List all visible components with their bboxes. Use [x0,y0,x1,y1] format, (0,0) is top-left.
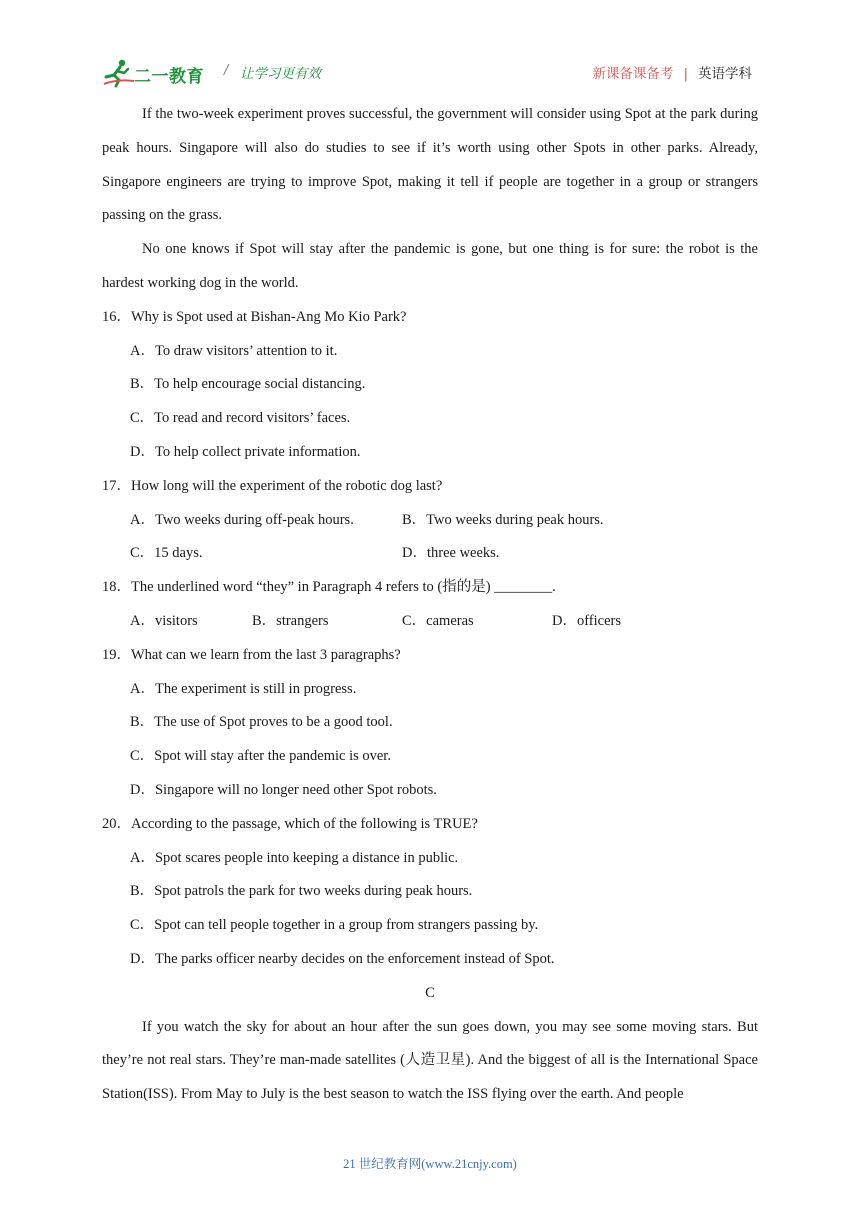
question-18-option-b: B．strangers [252,612,329,629]
question-20-option-d: D．The parks officer nearby decides on the enforcement instead of Spot. [130,950,555,967]
page-footer: 21 世纪教育网(www.21cnjy.com) [343,1157,517,1171]
question-19-option-c: C．Spot will stay after the pandemic is over. [130,748,391,765]
question-20-option-b: B．Spot patrols the park for two weeks during peak hours. [130,883,473,900]
question-19-option-a: A．The experiment is still in progress. [130,680,357,697]
page-header [102,58,758,88]
question-20-option-c: C．Spot can tell people together in a group from strangers passing by. [130,917,539,934]
question-17-options-row-1 [102,504,758,538]
question-18-option-c: C．cameras [402,612,474,629]
question-18-option-d: D．officers [552,612,621,629]
header-subject-label: 英语学科 [698,66,752,82]
slogan: 让学习更有效 [240,66,321,82]
question-19-option-b: B．The use of Spot proves to be a good tool. [130,714,393,731]
question-17-stem: 17．How long will the experiment of the robotic dog last? [102,477,443,494]
question-18-stem: 18．The underlined word “they” in Paragraph 4 refers to (指的是) ________. [102,579,556,596]
question-16-option-c: C．To read and record visitors’ faces. [130,410,351,427]
question-17-option-b: B．Two weeks during peak hours. [402,511,604,528]
question-17-option-c: C．15 days. [130,545,203,562]
question-20-option-a: A．Spot scares people into keeping a distance in public. [130,849,459,866]
question-17-options-row-2 [102,537,758,571]
header-course-label: 新课备课备考 [592,66,674,82]
question-16-stem: 16．Why is Spot used at Bishan-Ang Mo Kio Park? [102,308,407,325]
question-17-option-d: D．three weeks. [402,545,500,562]
question-16-option-b: B．To help encourage social distancing. [130,376,366,393]
slogan-separator: / [224,63,229,78]
header-right [592,62,752,82]
header-separator: | [683,66,688,82]
logo-text: 二一教育 [134,67,204,87]
question-20-stem: 20．According to the passage, which of the following is TRUE? [102,815,478,832]
question-18-options-row [102,605,758,639]
question-19-option-d: D．Singapore will no longer need other Spot robots. [130,781,437,798]
question-18-option-a: A．visitors [130,612,198,629]
section-c-heading: C [425,984,435,1001]
question-17-option-a: A．Two weeks during off-peak hours. [130,511,354,528]
paragraph: No one knows if Spot will stay after the pandemic is gone, but one thing is for sure: the robot is the hardest working dog in the world. [102,241,758,291]
paragraph: If the two-week experiment proves successful, the government will consider using Spot at the park during peak hours. Singapore will also do studies to see if it’s worth using other Spots in other parks. Already, Singapore engineers are trying to improve Spot, making it tell if people are together in a group or strangers passing on the grass. [102,106,758,224]
section-c-paragraph: If you watch the sky for about an hour after the sun goes down, you may see some moving stars. But they’re not real stars. They’re man-made satellites (人造卫星). And the biggest of all is the International Space Station(ISS). From May to July is the best season to watch the ISS flying over the earth. And people [102,1018,758,1103]
question-16-option-d: D．To help collect private information. [130,443,361,460]
question-19-stem: 19．What can we learn from the last 3 paragraphs? [102,646,401,663]
runner-logo-icon [102,58,136,88]
logo [102,58,212,88]
document-body [102,98,758,1112]
question-16-option-a: A．To draw visitors’ attention to it. [130,342,338,359]
